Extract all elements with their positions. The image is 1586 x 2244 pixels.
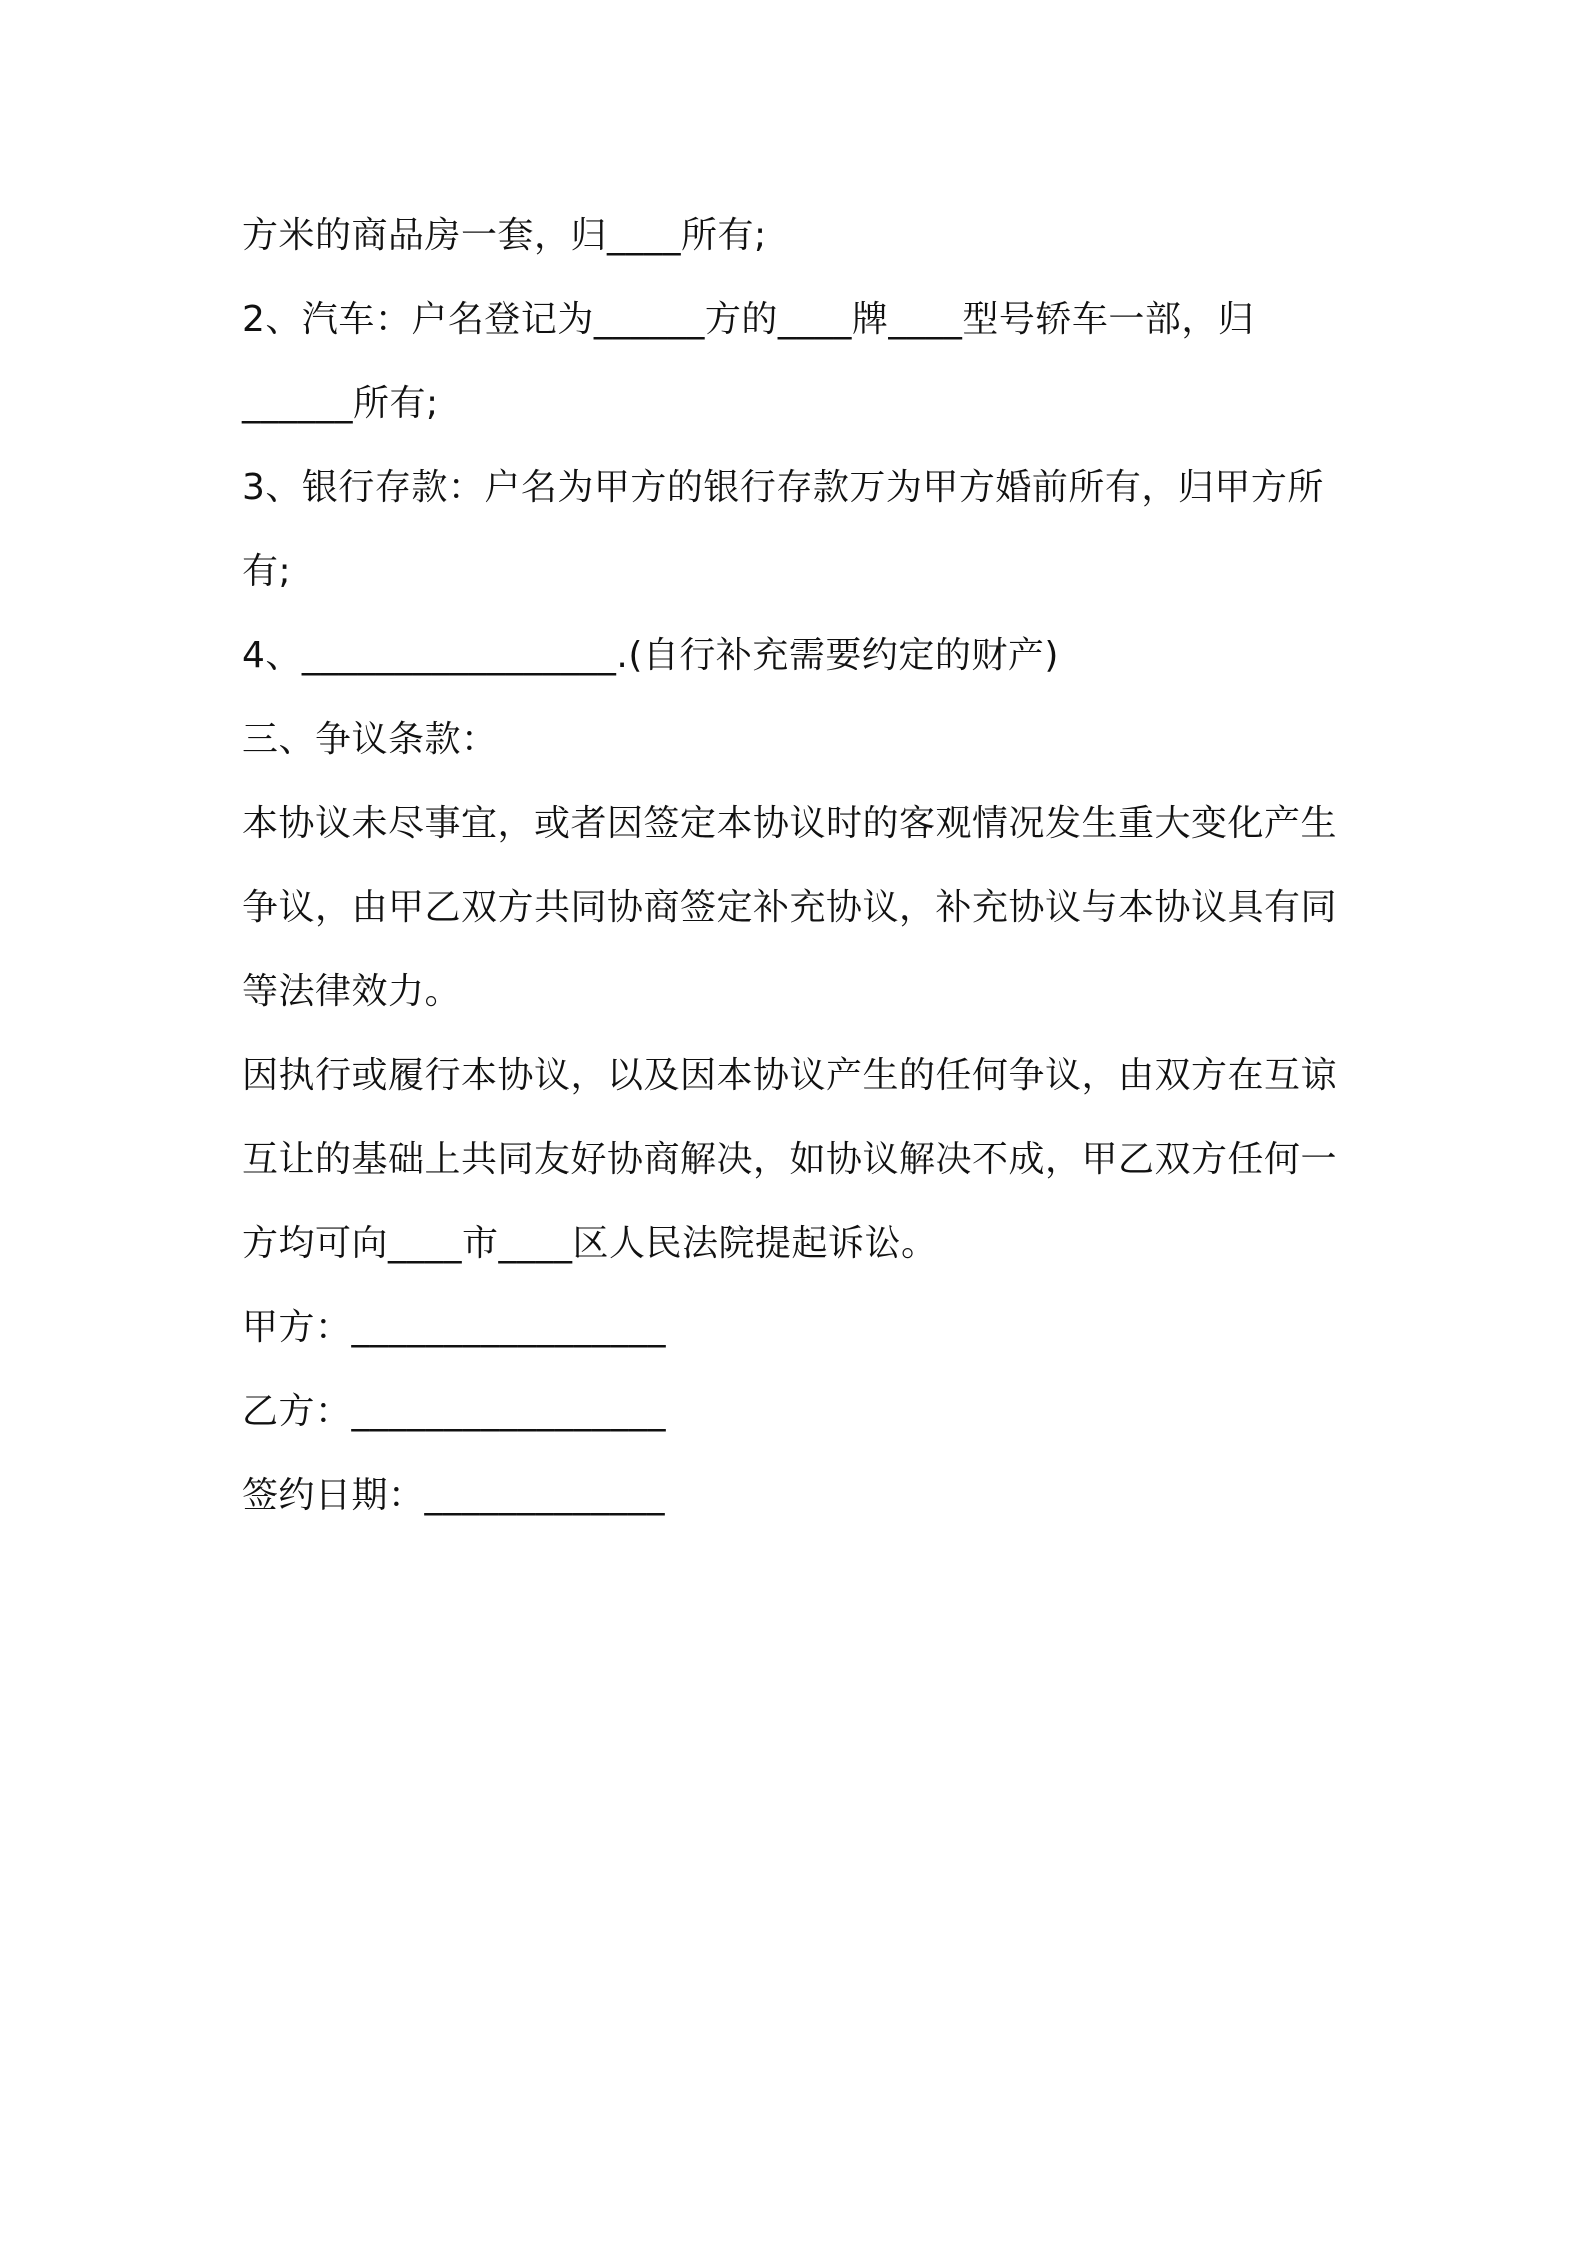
- text-line-bank-deposit-cont: 有;: [242, 551, 292, 592]
- text-line-property-house: 方米的商品房一套，归____所有;: [242, 215, 767, 256]
- text-line-car-clause: 2、汽车：户名登记为______方的____牌____型号轿车一部，归: [242, 299, 1255, 340]
- signature-party-a: 甲方：_________________: [242, 1307, 667, 1348]
- text-line-dispute-3: 等法律效力。: [242, 971, 462, 1012]
- document-body: [242, 194, 1362, 1538]
- text-line-bank-deposit: 3、银行存款：户名为甲方的银行存款万为甲方婚前所有，归甲方所: [242, 467, 1324, 508]
- signature-party-b: 乙方：_________________: [242, 1391, 667, 1432]
- text-line-car-owner: ______所有;: [242, 383, 439, 424]
- signature-date: 签约日期：_____________: [242, 1475, 666, 1516]
- text-line-dispute-2: 争议，由甲乙双方共同协商签定补充协议，补充协议与本协议具有同: [242, 887, 1338, 928]
- text-line-dispute-1: 本协议未尽事宜，或者因签定本协议时的客观情况发生重大变化产生: [242, 803, 1338, 844]
- text-line-resolution-3: 方均可向____市____区人民法院提起诉讼。: [242, 1223, 938, 1264]
- section-heading-dispute: 三、争议条款：: [242, 719, 498, 760]
- text-line-resolution-2: 互让的基础上共同友好协商解决，如协议解决不成，甲乙双方任何一: [242, 1139, 1338, 1180]
- text-line-other-property: 4、_________________.(自行补充需要约定的财产): [242, 635, 1059, 676]
- text-line-resolution-1: 因执行或履行本协议，以及因本协议产生的任何争议，由双方在互谅: [242, 1055, 1338, 1096]
